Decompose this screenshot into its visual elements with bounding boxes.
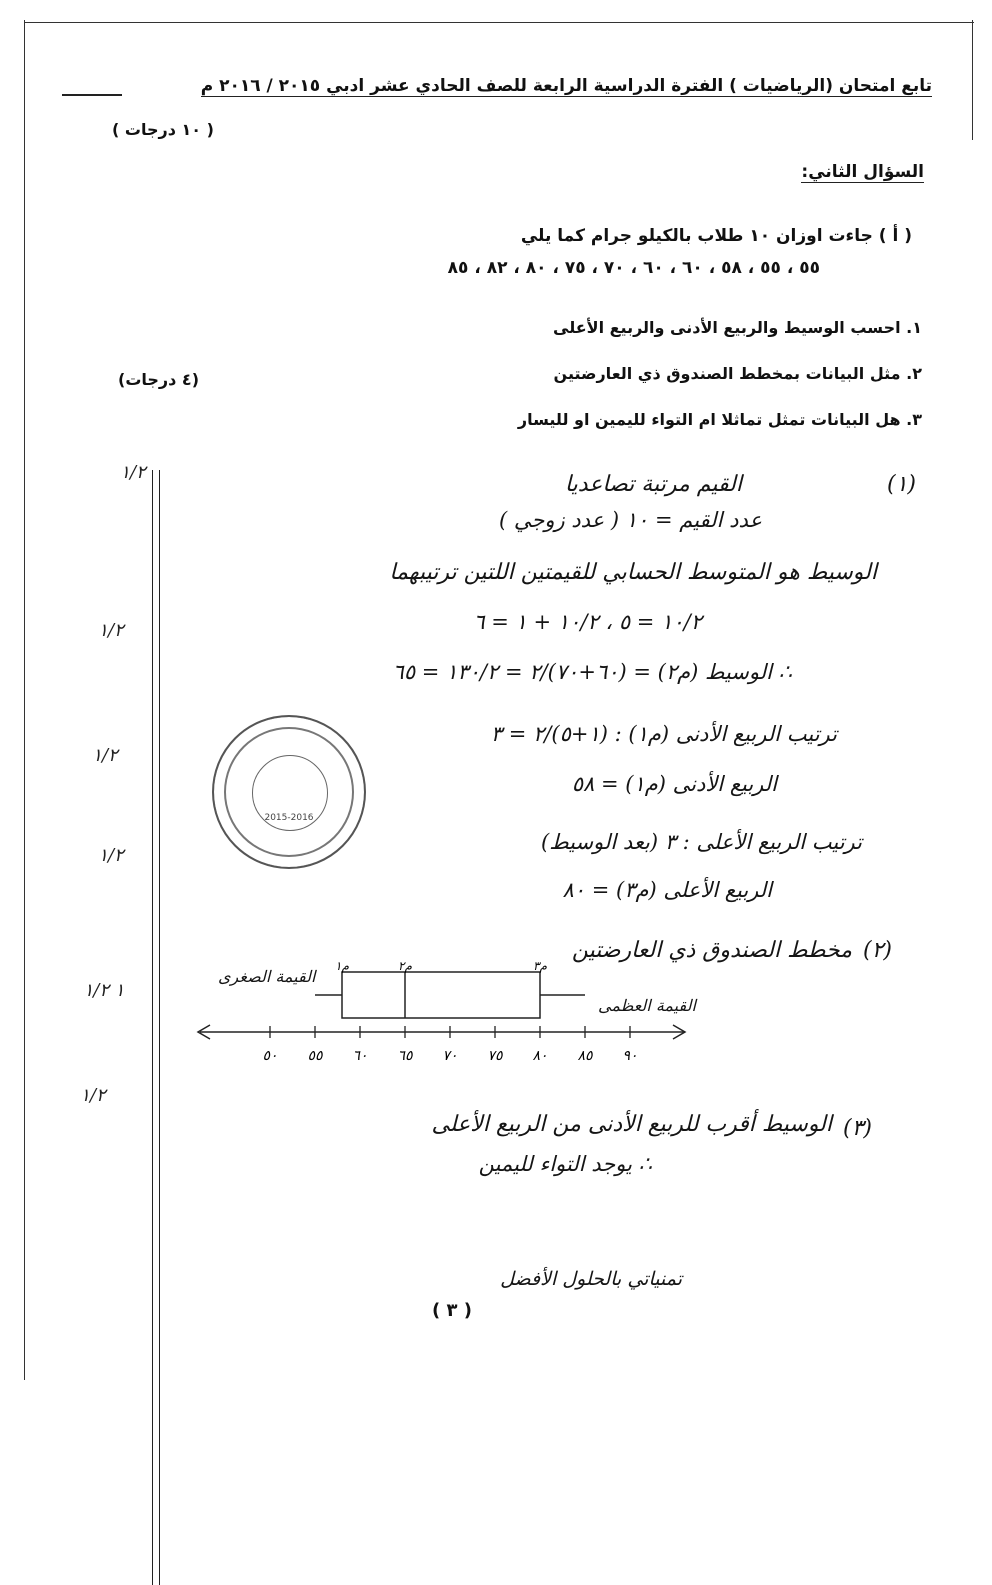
answer-line-10: مخطط الصندوق ذي العارضتين bbox=[571, 938, 852, 963]
data-values: ٥٥ ، ٥٥ ، ٥٨ ، ٦٠ ، ٦٠ ، ٧٠ ، ٧٥ ، ٨٠ ، ٨٢ ، ٨٥ bbox=[447, 258, 820, 278]
task-3: ٣. هل البيانات تمثل تماثلا ام التواء لليمين او لليسار bbox=[517, 410, 922, 429]
score-mark: ١/٢ bbox=[98, 620, 124, 641]
exam-title: تابع امتحان (الرياضيات ) الفترة الدراسية الرابعة للصف الحادي عشر ادبي ٢٠١٥ / ٢٠١٦ م bbox=[200, 76, 932, 96]
answer-line-7: الربيع الأدنى (م١) = ٥٨ bbox=[571, 772, 777, 796]
section-marks: ( ١٠ درجات ) bbox=[112, 120, 214, 139]
score-mark: ١ ١/٢ bbox=[83, 980, 125, 1001]
part1-label: (١) bbox=[886, 472, 916, 497]
closing-note: تمنياتي بالحلول الأفضل bbox=[500, 1268, 682, 1290]
part3-label: (٣) bbox=[842, 1116, 872, 1141]
axis-tick-label: ٥٥ bbox=[307, 1048, 323, 1064]
answer-line-3: الوسيط هو المتوسط الحسابي للقيمتين اللتين ترتيبهما bbox=[389, 560, 877, 585]
axis-tick-label: ٦٠ bbox=[352, 1048, 368, 1064]
axis-tick-label: ٧٠ bbox=[442, 1048, 458, 1064]
answer-line-8: ترتيب الربيع الأعلى : ٣ (بعد الوسيط) bbox=[541, 830, 862, 854]
answer-line-11: الوسيط أقرب للربيع الأدنى من الربيع الأعلى bbox=[431, 1112, 832, 1137]
stamp-year: 2015-2016 bbox=[264, 813, 314, 823]
answer-line-1: القيم مرتبة تصاعديا bbox=[564, 472, 742, 497]
question-heading: السؤال الثاني: bbox=[801, 162, 924, 182]
answer-line-6: ترتيب الربيع الأدنى (م١) : (١+٥)/٢ = ٣ bbox=[490, 722, 837, 746]
score-mark: ١/٢ bbox=[98, 845, 124, 866]
box-q1-q3 bbox=[342, 972, 540, 1018]
part2-label: (٢) bbox=[862, 938, 892, 963]
score-mark: ١/٢ bbox=[80, 1085, 106, 1106]
median-label: م٢ bbox=[398, 960, 412, 973]
q1-label: م١ bbox=[335, 960, 349, 973]
answer-line-9: الربيع الأعلى (م٣) = ٨٠ bbox=[562, 878, 772, 902]
school-stamp bbox=[212, 715, 366, 869]
margin-double-line bbox=[152, 470, 160, 1585]
min-value-label: القيمة الصغرى bbox=[218, 967, 316, 986]
answer-line-4: ١٠/٢ = ٥ ، ١٠/٢ + ١ = ٦ bbox=[473, 610, 702, 634]
question-intro: ( أ ) جاءت اوزان ١٠ طلاب بالكيلو جرام كما يلي bbox=[520, 226, 912, 246]
axis-tick-label: ٦٥ bbox=[397, 1048, 413, 1064]
q3-label: م٣ bbox=[533, 960, 547, 973]
page-border-left bbox=[24, 20, 25, 1380]
max-value-label: القيمة العظمى bbox=[598, 996, 696, 1015]
score-mark: ١/٢ bbox=[120, 462, 146, 483]
score-mark: ١/٢ bbox=[92, 745, 118, 766]
axis-tick-label: ٨٠ bbox=[532, 1048, 548, 1064]
task-2: ٢. مثل البيانات بمخطط الصندوق ذي العارضتين bbox=[553, 364, 922, 383]
task-marks: (٤ درجات) bbox=[118, 370, 199, 389]
axis-tick-label: ٨٥ bbox=[577, 1048, 593, 1064]
answer-line-5: ∴ الوسيط (م٢) = (٦٠+٧٠)/٢ = ١٣٠/٢ = ٦٥ bbox=[392, 660, 792, 684]
page-number: ( ٣ ) bbox=[432, 1300, 472, 1321]
axis-tick-label: ٩٠ bbox=[622, 1048, 638, 1064]
page-border-right bbox=[972, 20, 973, 140]
page-border-top bbox=[24, 22, 974, 23]
axis-tick-label: ٧٥ bbox=[487, 1048, 503, 1064]
title-extension-line bbox=[62, 94, 122, 96]
answer-line-2: عدد القيم = ١٠ ( عدد زوجي ) bbox=[498, 508, 762, 532]
answer-line-12: ∴ يوجد التواء لليمين bbox=[478, 1152, 652, 1176]
axis-tick-label: ٥٠ bbox=[262, 1048, 278, 1064]
task-1: ١. احسب الوسيط والربيع الأدنى والربيع الأعلى bbox=[553, 318, 922, 337]
